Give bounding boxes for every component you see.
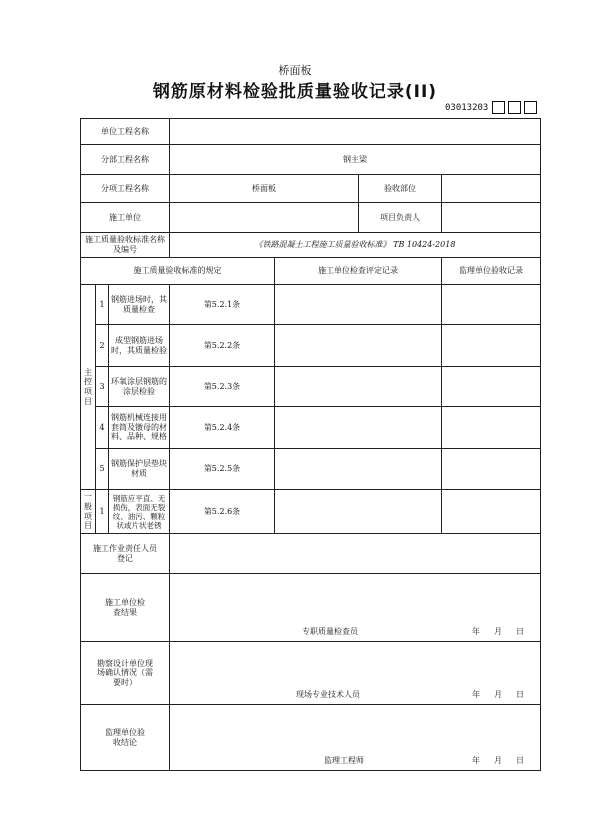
acceptance-form <box>80 118 541 771</box>
main-item-clause: 第5.2.4条 <box>170 407 275 449</box>
main-item-clause: 第5.2.2条 <box>170 325 275 367</box>
column-spec-header: 施工质量验收标准的规定 <box>81 258 275 285</box>
sign-year: 年 <box>472 690 480 700</box>
main-item-text: 环氧涂层钢筋的涂层检验 <box>109 367 170 407</box>
main-item-clause: 第5.2.3条 <box>170 367 275 407</box>
project-manager-value[interactable] <box>442 203 541 233</box>
main-item-record[interactable] <box>275 449 442 490</box>
main-item-no: 1 <box>96 285 109 325</box>
main-item-supervision[interactable] <box>442 325 541 367</box>
main-item-text: 成型钢筋进场时，其质量检验 <box>109 325 170 367</box>
document-subtitle: 桥面板 <box>278 64 312 77</box>
main-item-supervision[interactable] <box>442 449 541 490</box>
code-box-3[interactable] <box>524 101 537 114</box>
main-item-record[interactable] <box>275 407 442 449</box>
main-item-no: 4 <box>96 407 109 449</box>
main-item-no: 3 <box>96 367 109 407</box>
main-item-record[interactable] <box>275 325 442 367</box>
document-title: 钢筋原材料检验批质量验收记录(II) <box>152 82 438 102</box>
sub-project-label: 分部工程名称 <box>81 145 170 175</box>
main-item-supervision[interactable] <box>442 285 541 325</box>
general-item-supervision[interactable] <box>442 490 541 534</box>
column-record-header: 施工单位检查评定记录 <box>275 258 442 285</box>
sign-day: 日 <box>516 690 524 700</box>
item-project-label: 分项工程名称 <box>81 175 170 203</box>
main-item-text: 钢筋保护层垫块材质 <box>109 449 170 490</box>
main-item-no: 5 <box>96 449 109 490</box>
code-box-2[interactable] <box>508 101 521 114</box>
form-code: 03013203 <box>445 103 489 113</box>
construction-result-label: 施工单位检查结果 <box>81 574 170 642</box>
general-item-label: 一般项目 <box>81 490 96 534</box>
design-confirm-area[interactable] <box>170 642 541 705</box>
column-supervision-header: 监理单位验收记录 <box>442 258 541 285</box>
code-box-1[interactable] <box>492 101 505 114</box>
supervision-engineer-label: 监理工程师 <box>324 756 364 766</box>
site-engineer-label: 现场专业技术人员 <box>296 690 360 700</box>
unit-project-value[interactable] <box>170 119 541 145</box>
standard-label: 施工质量验收标准名称及编号 <box>81 233 170 258</box>
item-project-value[interactable]: 桥面板 <box>170 175 359 203</box>
supervision-conclusion-area[interactable] <box>170 705 541 771</box>
quality-inspector-label: 专职质量检查员 <box>302 627 358 637</box>
construction-unit-label: 施工单位 <box>81 203 170 233</box>
main-item-supervision[interactable] <box>442 367 541 407</box>
project-manager-label: 项目负责人 <box>359 203 442 233</box>
sign-day: 日 <box>516 627 524 637</box>
general-item-no: 1 <box>96 490 109 534</box>
acceptance-part-label: 验收部位 <box>359 175 442 203</box>
main-item-text: 钢筋进场时，其质量检查 <box>109 285 170 325</box>
sub-project-value[interactable]: 钢主梁 <box>170 145 541 175</box>
main-item-supervision[interactable] <box>442 407 541 449</box>
general-item-clause: 第5.2.6条 <box>170 490 275 534</box>
main-item-clause: 第5.2.5条 <box>170 449 275 490</box>
sign-day: 日 <box>516 756 524 766</box>
construction-result-area[interactable] <box>170 574 541 642</box>
construction-unit-value[interactable] <box>170 203 359 233</box>
sign-year: 年 <box>472 756 480 766</box>
supervision-conclusion-label: 监理单位验收结论 <box>81 705 170 771</box>
worker-register-value[interactable] <box>170 534 541 574</box>
unit-project-label: 单位工程名称 <box>81 119 170 145</box>
design-confirm-label: 勘察设计单位现场确认情况（需要时） <box>81 642 170 705</box>
general-item-text: 钢筋应平直、无损伤，表面无裂纹、油污、颗粒状或片状老锈 <box>109 490 170 534</box>
main-item-no: 2 <box>96 325 109 367</box>
sign-month: 月 <box>494 627 502 637</box>
general-item-record[interactable] <box>275 490 442 534</box>
main-item-clause: 第5.2.1条 <box>170 285 275 325</box>
sign-month: 月 <box>494 690 502 700</box>
main-item-text: 钢筋机械连接用套筒及镦母的材料、品种、规格 <box>109 407 170 449</box>
main-item-record[interactable] <box>275 367 442 407</box>
main-item-record[interactable] <box>275 285 442 325</box>
sign-month: 月 <box>494 756 502 766</box>
main-control-label: 主控项目 <box>81 285 96 490</box>
standard-value: 《铁路混凝土工程施工质量验收标准》 TB 10424-2018 <box>170 233 541 258</box>
acceptance-part-value[interactable] <box>442 175 541 203</box>
worker-register-label: 施工作业责任人员登记 <box>81 534 170 574</box>
sign-year: 年 <box>472 627 480 637</box>
